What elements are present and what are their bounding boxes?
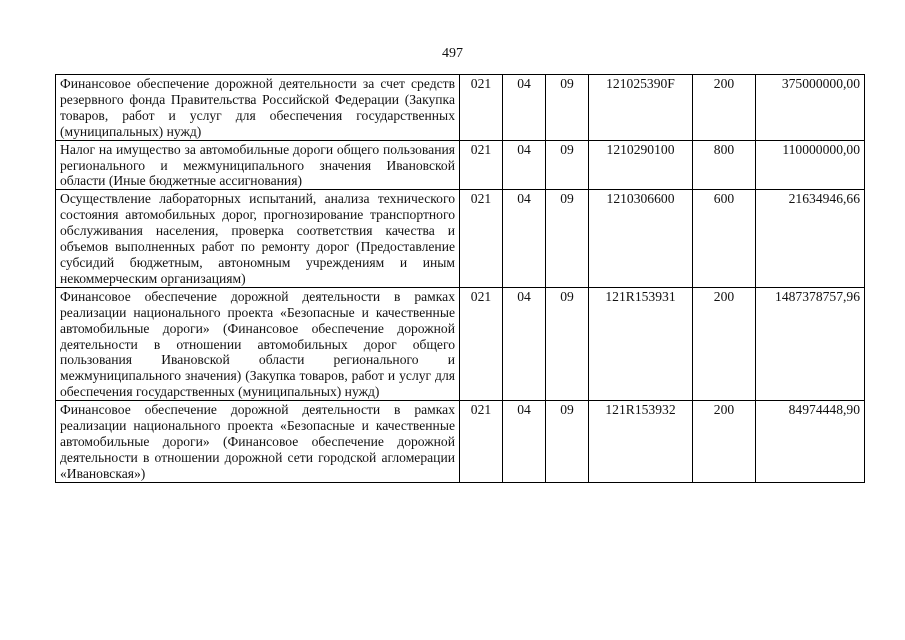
ministry-code: 021 [460,401,503,483]
section-code: 04 [503,287,546,400]
table-row [56,287,865,400]
expense-type-code: 800 [693,140,756,190]
target-article-code: 1210306600 [589,190,693,287]
page-number: 497 [442,46,463,61]
target-article-code: 1210290100 [589,140,693,190]
section-code: 04 [503,401,546,483]
amount: 375000000,00 [756,75,865,141]
amount: 110000000,00 [756,140,865,190]
section-code: 04 [503,190,546,287]
subsection-code: 09 [546,190,589,287]
table-row [56,140,865,190]
expense-type-code: 200 [693,287,756,400]
target-article-code: 121R153932 [589,401,693,483]
row-description: Финансовое обеспечение дорожной деятельности за счет средств резервного фонда Правительства Российской Федерации (Закупка товаров, работ и услуг для обеспечения государственных (муниципальных) нужд) [56,75,460,141]
target-article-code: 121025390F [589,75,693,141]
section-code: 04 [503,140,546,190]
row-description: Налог на имущество за автомобильные дороги общего пользования регионального и межмуниципального значения Ивановской области (Иные бюджетные ассигнования) [56,140,460,190]
expense-type-code: 200 [693,75,756,141]
target-article-code: 121R153931 [589,287,693,400]
row-description: Финансовое обеспечение дорожной деятельности в рамках реализации национального проекта «Безопасные и качественные автомобильные дороги» (Финансовое обеспечение дорожной деятельности в отношении автомобильных дорог общего пользования Ивановской области регионального и межмуниципального значения) (Закупка товаров, работ и услуг для обеспечения государственных (муниципальных) нужд) [56,287,460,400]
ministry-code: 021 [460,140,503,190]
row-description: Финансовое обеспечение дорожной деятельности в рамках реализации национального проекта «Безопасные и качественные автомобильные дороги» (Финансовое обеспечение дорожной деятельности в отношении дорожной сети городской агломерации «Ивановская») [56,401,460,483]
expense-type-code: 600 [693,190,756,287]
amount: 21634946,66 [756,190,865,287]
ministry-code: 021 [460,287,503,400]
table-row [56,401,865,483]
amount: 84974448,90 [756,401,865,483]
row-description: Осуществление лабораторных испытаний, анализа технического состояния автомобильных дорог, прогнозирование транспортного обслуживания населения, проверка соответствия качества и объемов выполненных работ по ремонту дорог (Предоставление субсидий бюджетным, автономным учреждениям и иным некоммерческим организациям) [56,190,460,287]
section-code: 04 [503,75,546,141]
expense-type-code: 200 [693,401,756,483]
table-row [56,190,865,287]
subsection-code: 09 [546,75,589,141]
ministry-code: 021 [460,190,503,287]
budget-table [55,74,865,483]
amount: 1487378757,96 [756,287,865,400]
subsection-code: 09 [546,287,589,400]
table-row [56,75,865,141]
subsection-code: 09 [546,401,589,483]
subsection-code: 09 [546,140,589,190]
ministry-code: 021 [460,75,503,141]
